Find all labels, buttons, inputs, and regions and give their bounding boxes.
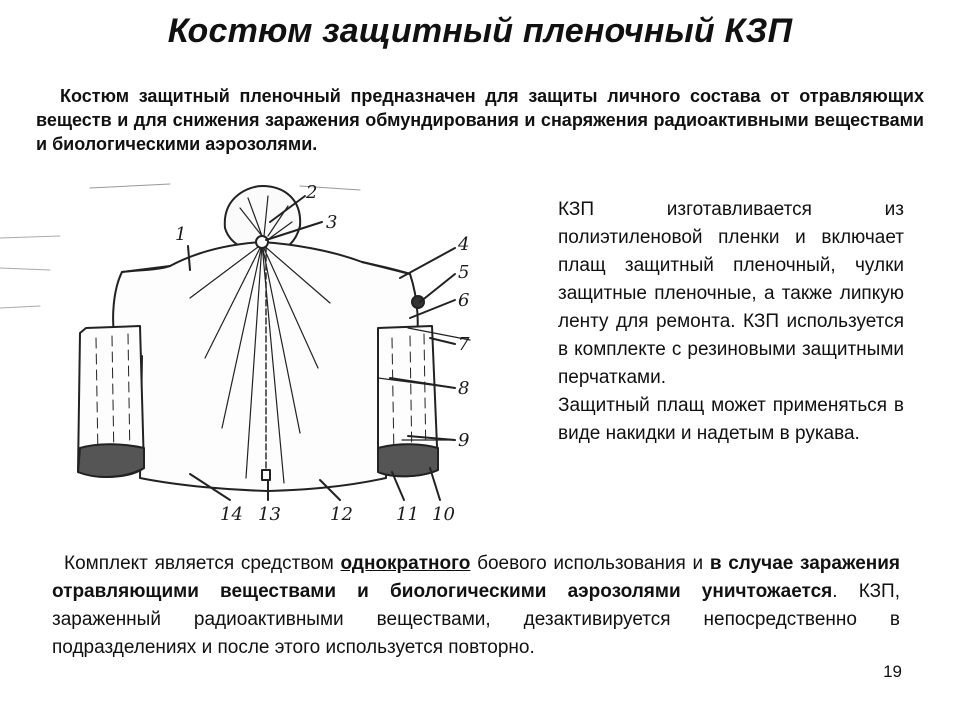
callout-10: 10 [432,504,455,525]
intro-paragraph: Костюм защитный пленочный предназначен для защиты личного состава от отравляющих веществ и для снижения заражения обмундирования и снаряжения радиоактивными веществами и биологическими аэрозолями. [36,86,924,154]
page-number: 19 [883,662,902,681]
usage-text-3: . КЗП, зараженный радиоактивными веществами, дезактивируется непосредственно в подразделениях и после этого используется повторно. [52,581,900,658]
description-paragraph-1: КЗП изготавливается из полиэтиленовой пленки и включает плащ защитный пленочный, чулки защитные пленочные, а также липкую ленту для ремонта. КЗП используется в комплекте с резиновыми защитными перчатками. [558,199,904,388]
description-column [558,196,904,448]
callout-13: 13 [258,504,281,525]
description-paragraph-2: Защитный плащ может применяться в виде накидки и надетым в рукава. [558,395,904,444]
usage-text-1: Комплект является средством [64,553,341,574]
callout-9: 9 [458,430,470,451]
callout-6: 6 [458,290,470,311]
usage-text-2: боевого использования и [470,553,710,574]
usage-paragraph [52,550,900,662]
usage-emphasis-single-use: однократного [340,553,471,574]
callout-8: 8 [458,378,470,399]
usage-emphasis-destroyed: в случае заражения отравляющими веществами и биологическими аэрозолями уничтожается [52,553,901,602]
page-title: Костюм защитный пленочный КЗП [167,12,793,50]
callout-11: 11 [396,504,419,525]
callout-1: 1 [175,224,187,245]
kzp-illustration [0,178,530,538]
kzp-drawing [0,178,530,538]
callout-3: 3 [326,212,338,233]
callout-4: 4 [458,234,470,255]
callout-5: 5 [458,262,470,283]
callout-7: 7 [458,334,470,355]
callout-2: 2 [306,182,318,203]
callout-14: 14 [220,504,243,525]
callout-12: 12 [330,504,353,525]
